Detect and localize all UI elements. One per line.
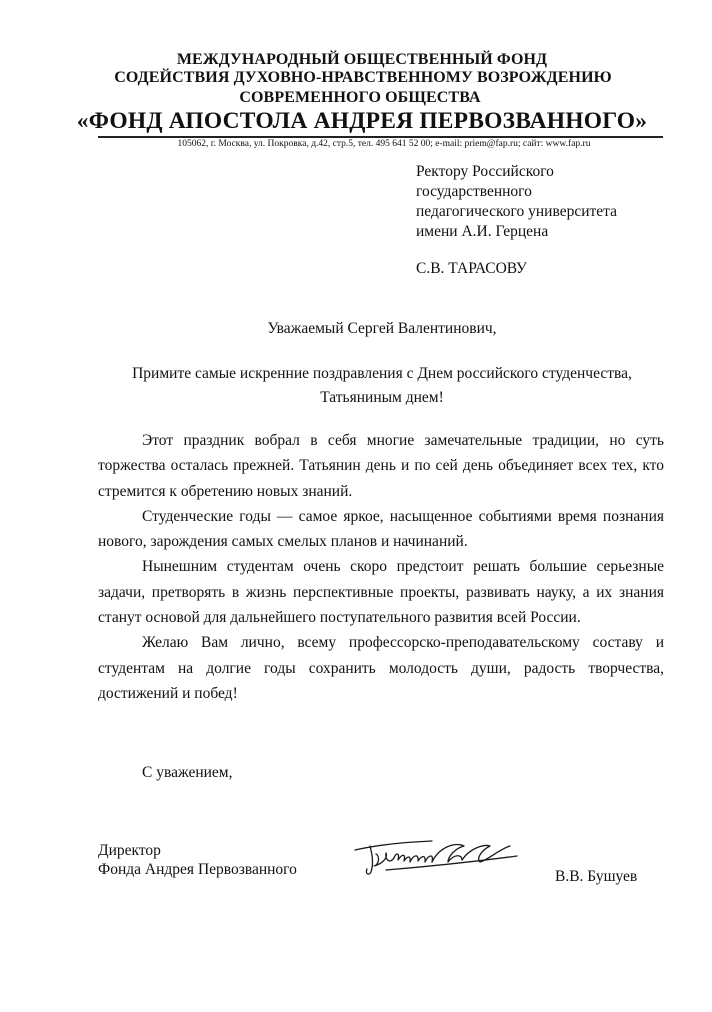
letterhead-org-name: «ФОНД АПОСТОЛА АНДРЕЯ ПЕРВОЗВАННОГО» — [76, 108, 648, 134]
congratulation-line: Примите самые искренние поздравления с Днем российского студенчества, — [132, 365, 632, 382]
addressee-block — [416, 162, 617, 242]
handwritten-signature-icon — [352, 832, 522, 878]
letter-body — [98, 428, 664, 706]
body-paragraph: Желаю Вам лично, всему профессорско-преподавательскому составу и студентам на долгие годы сохранить молодость души, радость творчества, достижений и побед! — [98, 634, 664, 702]
letterhead-org-line-3: СОВРЕМЕННОГО ОБЩЕСТВА — [239, 89, 481, 106]
letterhead-org-line-2: СОДЕЙСТВИЯ ДУХОВНО-НРАВСТВЕННОМУ ВОЗРОЖДЕНИЮ — [114, 69, 612, 86]
signer-title-line: Фонда Андрея Первозванного — [98, 861, 297, 878]
addressee-line: государственного — [416, 183, 532, 200]
signer-name: В.В. Бушуев — [555, 868, 638, 885]
letterhead-org-line-1: МЕЖДУНАРОДНЫЙ ОБЩЕСТВЕННЫЙ ФОНД — [176, 51, 548, 68]
addressee-line: педагогического университета — [416, 203, 618, 220]
salutation: Уважаемый Сергей Валентинович, — [267, 320, 497, 337]
closing-phrase: С уважением, — [142, 764, 233, 781]
signer-title-line: Директор — [98, 842, 161, 859]
letterhead-contacts: 105062, г. Москва, ул. Покровка, д.42, стр.5, тел. 495 641 52 00; e-mail: priem@fap.ru; сайт: www.fap.ru — [177, 139, 591, 149]
addressee-line: Ректору Российского — [416, 163, 554, 180]
congratulation-heading — [0, 362, 712, 410]
addressee-name: С.В. ТАРАСОВУ — [416, 260, 527, 277]
addressee-line: имени А.И. Герцена — [416, 223, 549, 240]
body-paragraph: Нынешним студентам очень скоро предстоит решать большие серьезные задачи, претворять в жизнь перспективные проекты, развивать науку, а их знания станут основой для дальнейшего поступательного развития всей России. — [98, 558, 664, 627]
congratulation-line: Татьяниным днем! — [320, 389, 444, 406]
body-paragraph: Студенческие годы — самое яркое, насыщенное событиями время познания нового, зарождения самых смелых планов и начинаний. — [98, 507, 664, 551]
signer-title — [98, 841, 297, 879]
body-paragraph: Этот праздник вобрал в себя многие замечательные традиции, но суть торжества осталась прежней. Татьянин день и по сей день объединяет всех тех, кто стремится к обретению новых знаний. — [98, 432, 664, 500]
